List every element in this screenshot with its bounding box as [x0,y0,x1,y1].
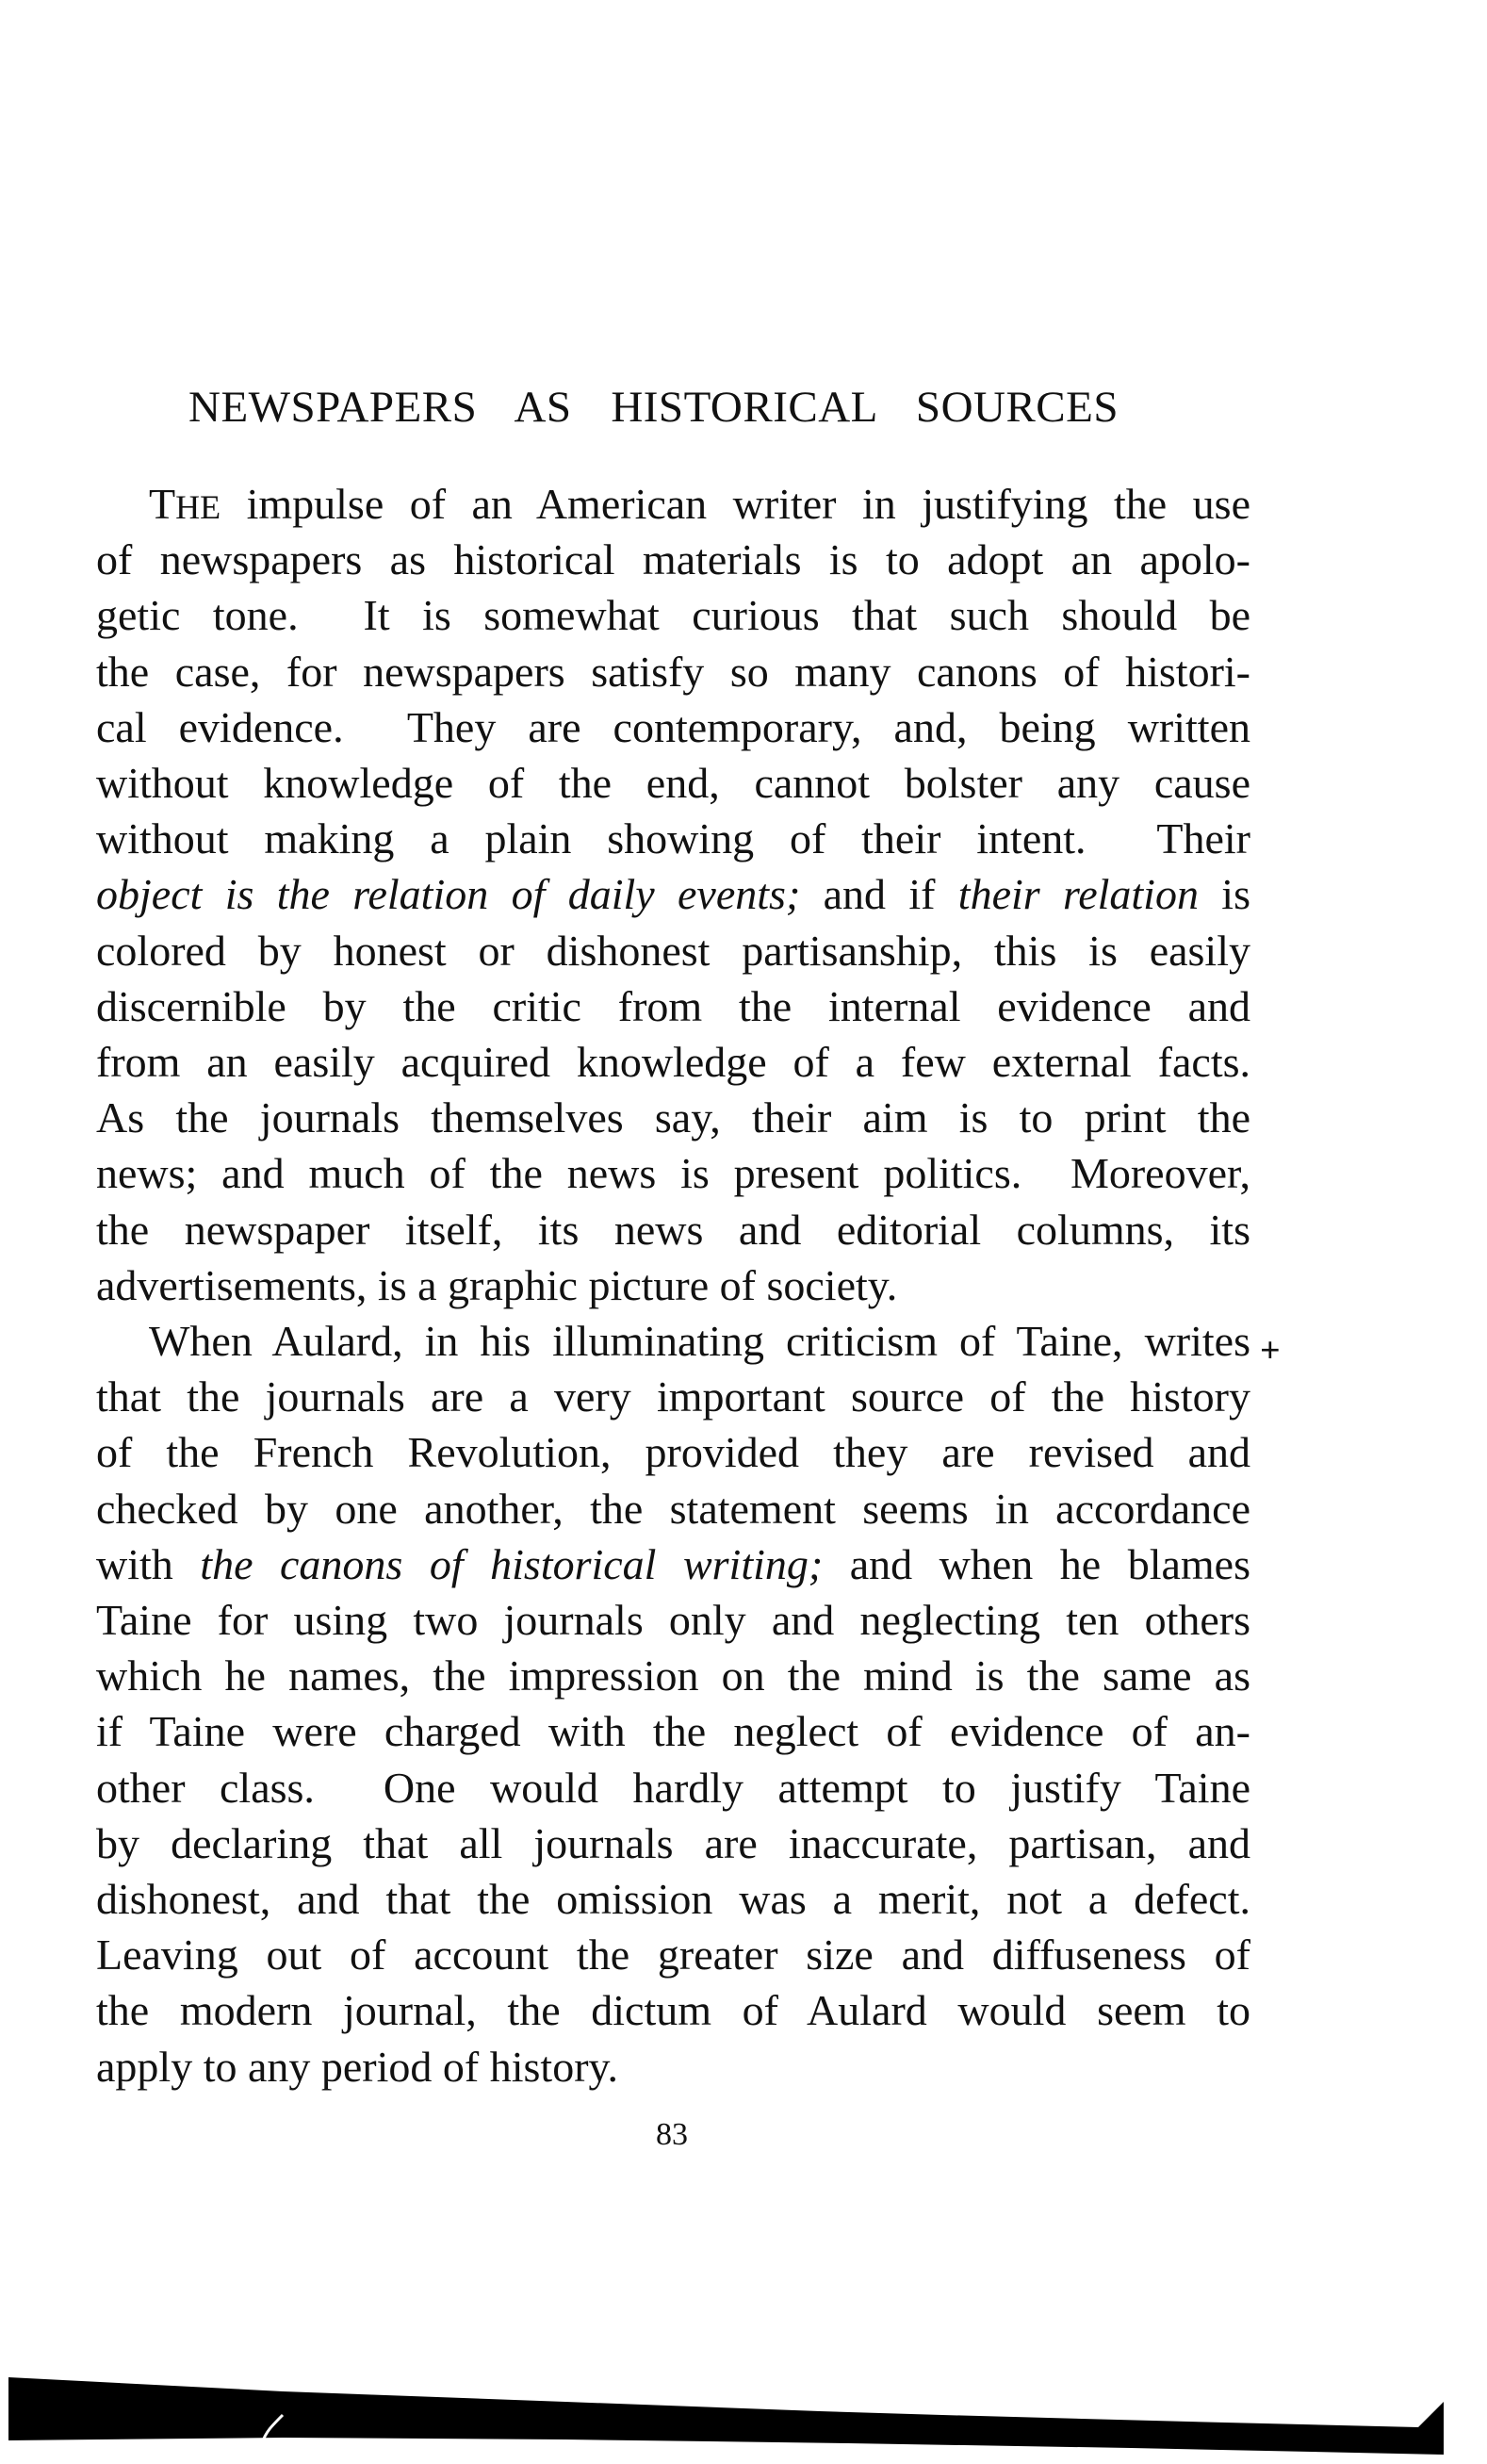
small-caps-text: HE [175,488,221,526]
text-segment: of newspapers as historical materials is to adopt an apolo- [96,535,1250,584]
text-segment: colored by honest or dishonest partisanship, this is easily [96,926,1250,975]
text-segment: is [1198,870,1250,919]
text-segment: and when he blames [823,1539,1250,1588]
text-segment: Taine for using two journals only and neglecting ten others [96,1596,1250,1644]
text-segment: apply to any period of history. [96,2042,619,2091]
text-segment: discernible by the critic from the internal evidence and [96,981,1250,1030]
italic-text: the canons of historical writing; [200,1539,824,1588]
text-segment: checked by one another, the statement seems in accordance [96,1484,1250,1533]
text-segment: by declaring that all journals are inaccurate, partisan, and [96,1818,1250,1867]
text-segment: As the journals themselves say, their aim is to print the [96,1093,1250,1142]
text-segment: that the journals are a very important source of the history [96,1372,1250,1421]
text-segment: and if [800,870,958,919]
text-segment: if Taine were charged with the neglect of evidence of an- [96,1707,1250,1756]
chapter-title: NEWSPAPERS AS HISTORICAL SOURCES [188,383,1119,432]
text-segment: dishonest, and that the omission was a merit, not a defect. [96,1875,1250,1923]
margin-cross-mark: + [1260,1331,1281,1371]
italic-text: object is the relation of daily events; [96,870,801,919]
text-segment: cal evidence. They are contemporary, and, being written [96,702,1250,751]
text-segment: of the French Revolution, provided they are revised and [96,1428,1250,1477]
text-segment: with [96,1539,201,1588]
text-segment: Leaving out of account the greater size and diffuseness of [96,1930,1250,1979]
text-segment: the modern journal, the dictum of Aulard would seem to [96,1986,1250,2035]
text-segment: the case, for newspapers satisfy so many canons of histori- [96,647,1250,696]
text-segment: which he names, the impression on the mind is the same as [96,1651,1250,1700]
text-segment: news; and much of the news is present politics. Moreover, [96,1149,1250,1198]
drop-initial: T [149,480,176,528]
text-segment: impulse of an American writer in justifying the use [221,480,1250,528]
text-segment: getic tone. It is somewhat curious that such should be [96,591,1250,640]
italic-text: their relation [957,870,1199,919]
page-number: 83 [656,2117,688,2152]
text-segment: the newspaper itself, its news and editorial columns, its [96,1205,1250,1254]
text-segment: from an easily acquired knowledge of a few external facts. [96,1038,1250,1086]
text-segment: other class. One would hardly attempt to justify Taine [96,1763,1250,1812]
text-segment: without knowledge of the end, cannot bolster any cause [96,759,1250,807]
text-segment: without making a plain showing of their intent. Their [96,814,1250,863]
text-segment: advertisements, is a graphic picture of society. [96,1260,898,1309]
scan-dark-band [8,2377,1444,2455]
text-segment: When Aulard, in his illuminating criticism of Taine, writes [149,1317,1250,1365]
